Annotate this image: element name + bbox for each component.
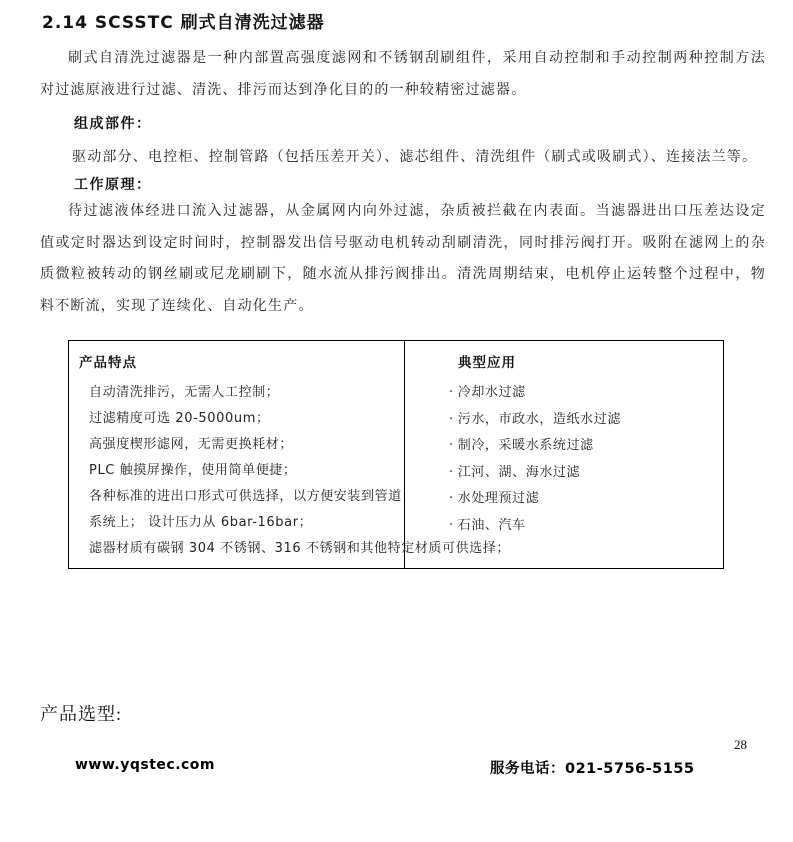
application-item [449, 486, 715, 513]
bullet-icon: · [449, 517, 454, 533]
feature-item: 滤器材质有碳钢 304 不锈钢、316 不锈钢和其他特定材质可供选择； [89, 541, 511, 556]
bullet-icon: · [449, 411, 454, 427]
feature-item: 过滤精度可选 20-5000um； [89, 411, 270, 426]
application-item [449, 407, 715, 434]
section-title: 2.14 SCSSTC 刷式自清洗过滤器 [42, 13, 325, 33]
bullet-icon: · [449, 491, 454, 506]
applications-cell [405, 341, 723, 568]
footer-website: www.yqstec.com [75, 757, 216, 773]
feature-item: 系统上； 设计压力从 6bar-16bar； [89, 515, 313, 530]
bullet-icon: · [449, 385, 454, 400]
application-label: 江河、湖、海水过滤 [457, 464, 581, 480]
application-label: 石油、汽车 [457, 517, 526, 533]
application-item [449, 433, 715, 460]
page-footer [0, 757, 793, 779]
bullet-icon: · [449, 438, 454, 453]
selection-heading: 产品选型: [40, 704, 123, 724]
footer-phone: 服务电话：021-5756-5155 [490, 761, 695, 777]
application-item [449, 460, 715, 487]
application-label: 污水，市政水，造纸水过滤 [457, 411, 621, 427]
features-header: 产品特点 [79, 355, 137, 371]
feature-item: 各种标准的进出口形式可供选择，以方便安装到管道 [89, 489, 402, 504]
application-item [449, 513, 715, 540]
application-label: 制冷，采暖水系统过滤 [457, 438, 594, 453]
components-paragraph: 驱动部分、电控柜、控制管路（包括压差开关）、滤芯组件、清洗组件（刷式或吸刷式）、连接法兰等。 [72, 149, 758, 165]
page-number: 28 [734, 737, 747, 752]
features-applications-table [68, 340, 724, 569]
intro-paragraph: 刷式自清洗过滤器是一种内部置高强度滤网和不锈钢刮刷组件，采用自动控制和手动控制两种控制方法对过滤原液进行过滤、清洗、排污而达到净化目的的一种较精密过滤器。 [40, 50, 766, 98]
application-label: 冷却水过滤 [457, 385, 526, 400]
feature-item: PLC 触摸屏操作，使用简单便捷； [89, 463, 297, 478]
feature-item: 高强度楔形滤网，无需更换耗材； [89, 437, 294, 452]
application-label: 水处理预过滤 [457, 491, 540, 506]
bullet-icon: · [449, 464, 454, 480]
principle-paragraph: 待过滤液体经进口流入过滤器，从金属网内向外过滤，杂质被拦截在内表面。当滤器进出口压差达设定值或定时器达到设定时间时，控制器发出信号驱动电机转动刮刷清洗，同时排污阀打开。吸附在滤网上的杂质微粒被转动的钢丝刷或尼龙刷刷下，随水流从排污阀排出。清洗周期结束，电机停止运转整个过程中，物料不断流，实现了连续化、自动化生产。 [40, 203, 766, 314]
application-item [449, 380, 715, 407]
components-heading: 组成部件： [74, 116, 152, 132]
applications-header: 典型应用 [458, 355, 516, 371]
feature-item: 自动清洗排污，无需人工控制； [89, 385, 280, 400]
principle-heading: 工作原理： [74, 177, 152, 193]
